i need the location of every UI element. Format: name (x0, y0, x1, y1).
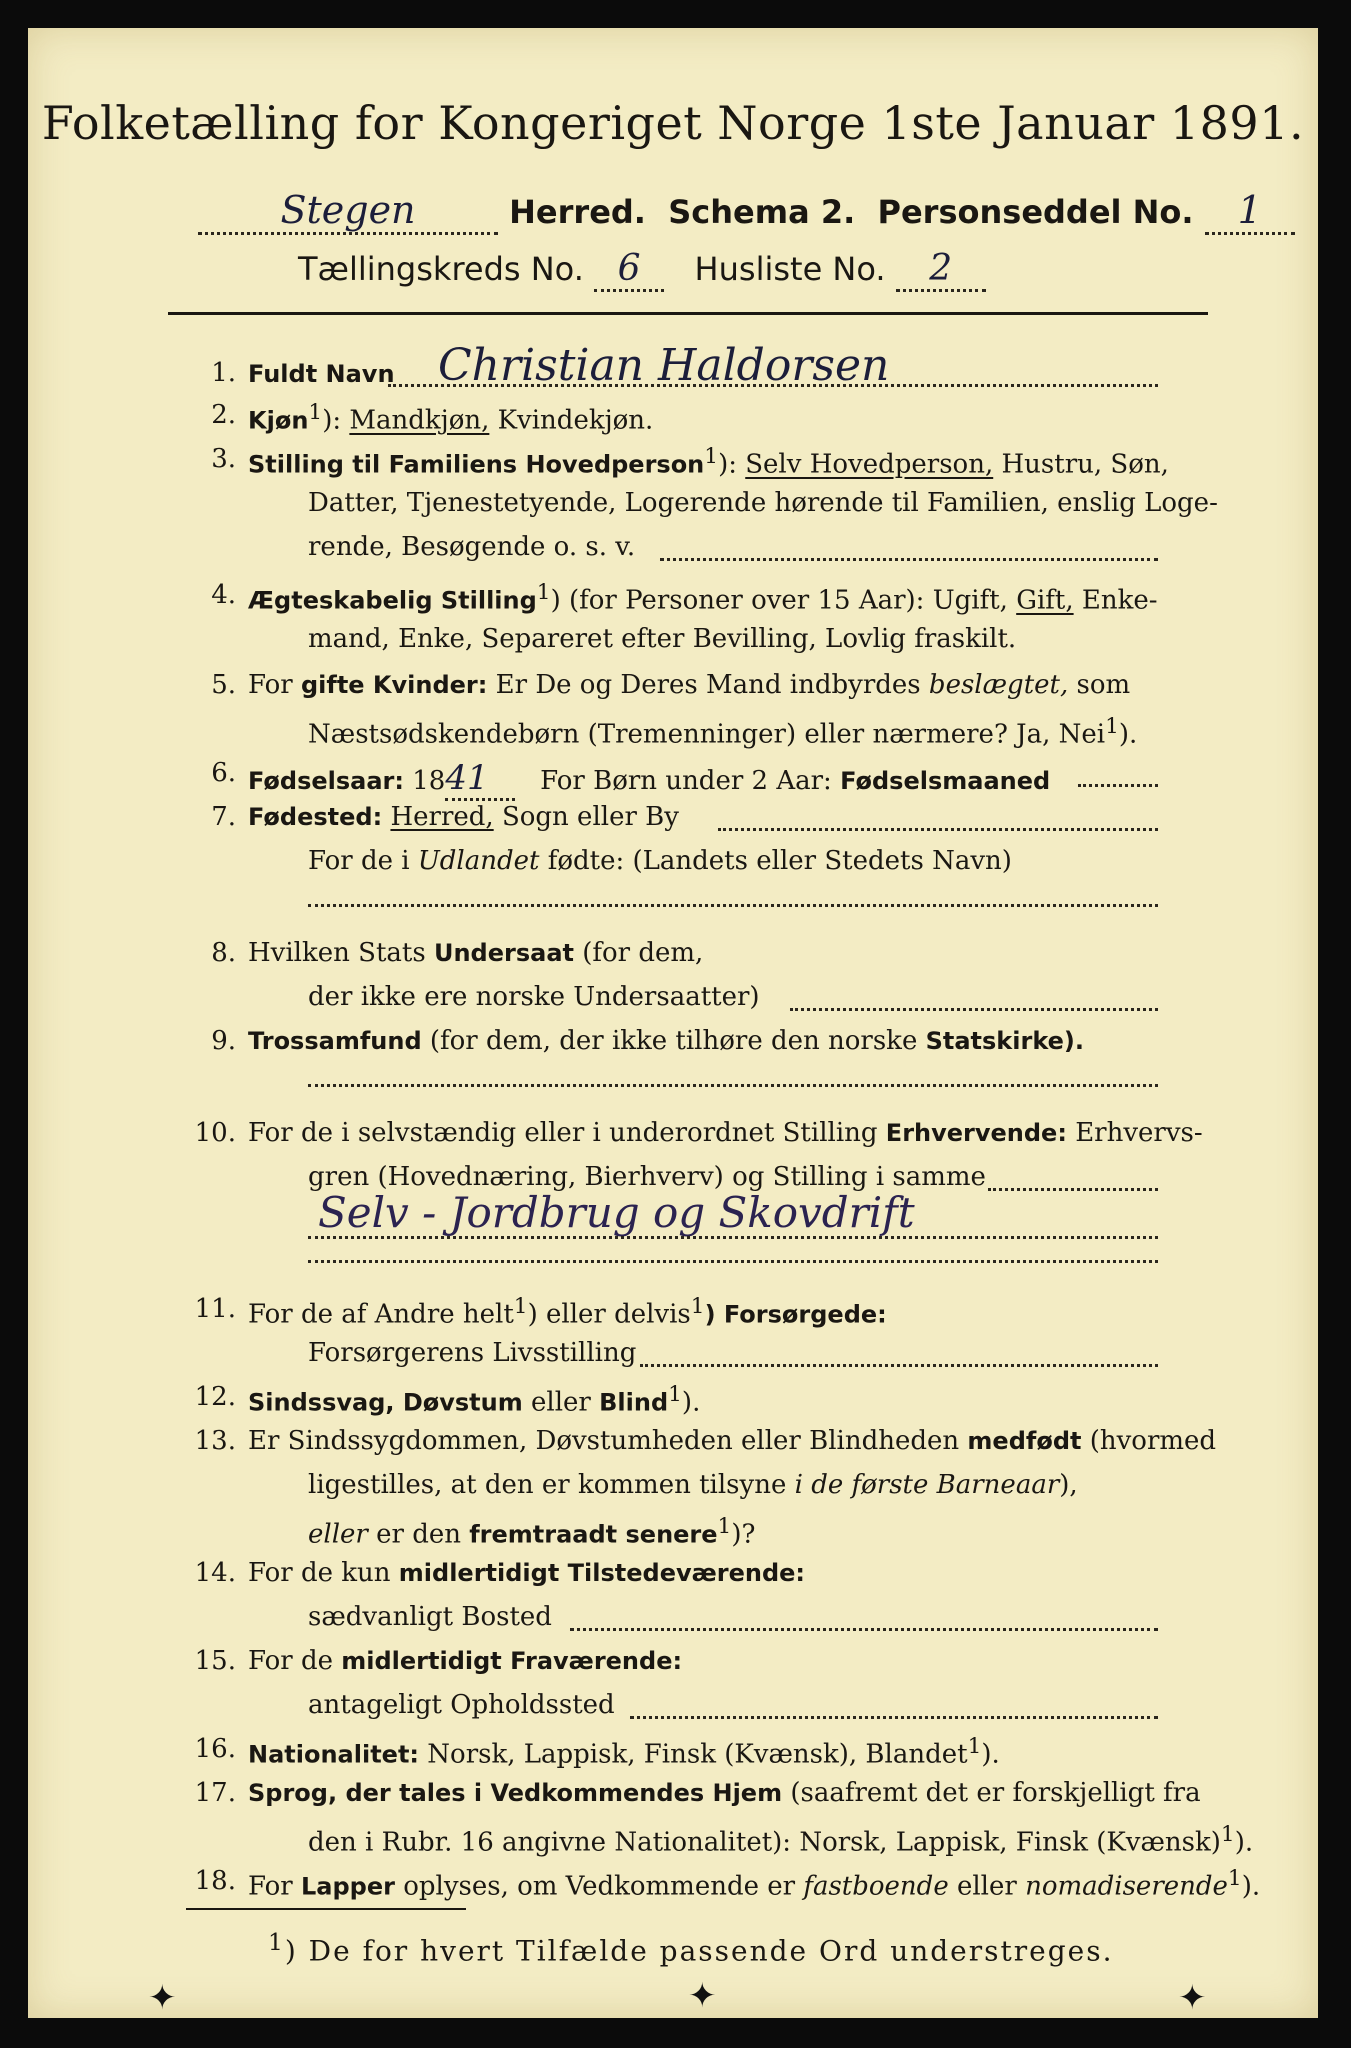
binding-hole-mark-icon: ✦ (148, 1978, 177, 2018)
item-label: Undersaat (433, 939, 574, 967)
item-number: 18. (194, 1866, 236, 1896)
item-text: gren (Hovednæring, Bierhverv) og Stilling i samme (308, 1162, 986, 1192)
item-punct: ). (981, 1739, 1000, 1770)
occupation-value: Selv - Jordbrug og Skovdrift (318, 1188, 915, 1237)
item-number: 13. (194, 1426, 236, 1456)
item-text-pre: For (248, 670, 293, 700)
footnote-ref: 1 (513, 1294, 528, 1319)
item-punct: ). (1118, 719, 1138, 750)
taellingskreds-label: Tællingskreds No. (298, 250, 584, 288)
item-text-pre: For de af Andre helt (248, 1299, 514, 1330)
item-text: Datter, Tjenestetyende, Logerende hørende til Familien, enslig Loge- (308, 488, 1218, 518)
item-text-rest: som (1076, 670, 1131, 700)
item-text-mid: eller (531, 1387, 591, 1418)
birthyear-value: 41 (445, 758, 489, 798)
leader-dots (570, 1628, 1158, 1631)
header-divider (168, 312, 1208, 315)
footnote-ref: 1 (967, 1734, 982, 1759)
item-text-main: den i Rubr. 16 angivne Nationalitet): Norsk, Lappisk, Finsk (Kvænsk) (308, 1827, 1221, 1858)
footnote-ref: 1 (717, 1514, 732, 1539)
personseddel-value: 1 (1237, 188, 1262, 232)
leader-dots (388, 384, 1158, 387)
option-herred-underlined: Herred, (390, 802, 494, 832)
item-text-mid: er den (376, 1519, 461, 1550)
item-text-main: Næstsødskendebørn (Tremenninger) eller nærmere? Ja, Nei (308, 719, 1106, 750)
item-text-rest: Enke- (1081, 585, 1158, 616)
item-text (248, 1026, 1084, 1056)
item-punct: ). (1241, 1871, 1261, 1902)
item-label-2: Blind (599, 1388, 669, 1417)
item-number: 5. (211, 670, 236, 700)
item-label: Lapper (300, 1872, 395, 1901)
item-text-rest: Hustru, Søn, (1001, 449, 1169, 480)
item-text (248, 580, 1158, 616)
option-gift-underlined: Gift, (1016, 585, 1074, 616)
item-label: gifte Kvinder: (300, 671, 488, 699)
full-name-value: Christian Haldorsen (438, 340, 890, 391)
leader-dots (988, 1188, 1158, 1191)
item-label: Sprog, der tales i Vedkommendes Hjem (248, 1779, 783, 1807)
item-text-pre: For (248, 1871, 293, 1902)
item-label: midlertidigt Tilstedeværende: (398, 1559, 806, 1587)
item-number: 2. (211, 400, 236, 430)
item-text (308, 846, 1012, 876)
item-text: sædvanligt Bosted (308, 1602, 552, 1632)
item-text-italic: i de første Barneaar (794, 1470, 1060, 1500)
item-text-italic: fastboende (803, 1871, 949, 1902)
item-label: ) Forsørgede: (704, 1300, 887, 1329)
item-number: 11. (194, 1294, 236, 1324)
item-text-rest: Erhvervs- (1075, 1118, 1203, 1148)
item-number: 3. (211, 444, 236, 474)
taellingskreds-value: 6 (617, 248, 641, 289)
item-number: 14. (194, 1558, 236, 1588)
leader-dots (718, 828, 1158, 831)
item-text-italic: eller (308, 1519, 368, 1550)
header-line-herred (198, 188, 1295, 235)
leader-dots (308, 1236, 1158, 1239)
birthyear-field (445, 758, 515, 801)
item-text (248, 1118, 1203, 1148)
item-text-pre: For de (248, 1646, 333, 1676)
item-text-rest: (for dem, der ikke tilhøre den norske (429, 1026, 918, 1056)
item-text-rest: (hvormed (1089, 1426, 1217, 1456)
item-text (248, 1294, 887, 1330)
item-text-italic: Udlandet (417, 846, 540, 876)
item-text (248, 1646, 682, 1676)
item-punct: ): (718, 449, 737, 480)
item-text-rest: Er De og Deres Mand indbyrdes (495, 670, 921, 700)
item-label: midlertidigt Fraværende: (341, 1647, 683, 1675)
item-text (248, 444, 1169, 480)
item-text (248, 758, 1050, 801)
item-number: 12. (194, 1382, 236, 1412)
item-text (248, 1866, 1260, 1902)
item-text: antageligt Opholdssted (308, 1690, 615, 1720)
item-number: 16. (194, 1734, 236, 1764)
option-selv-hovedperson-underlined: Selv Hovedperson, (745, 449, 994, 480)
item-punct: ). (1234, 1827, 1254, 1858)
herred-value: Stegen (280, 188, 416, 232)
item-text: Forsørgerens Livsstilling (308, 1338, 637, 1368)
leader-dots (640, 1364, 1158, 1367)
birthyear-prefix: 18 (412, 766, 446, 796)
item-number: 10. (194, 1118, 236, 1148)
item-text (248, 802, 679, 832)
item-number: 7. (211, 802, 236, 832)
item-text (248, 1426, 1216, 1456)
binding-hole-mark-icon: ✦ (688, 1976, 717, 2016)
footnote-divider (186, 1908, 466, 1910)
item-text-rest: Norsk, Lappisk, Finsk (Kvænsk), Blandet (427, 1739, 968, 1770)
personseddel-value-field (1205, 188, 1295, 235)
item-text (248, 670, 1130, 700)
item-label: Kjøn (248, 406, 309, 435)
item-text (308, 1470, 1078, 1500)
item-label: Nationalitet: (248, 1740, 420, 1769)
option-kvindekjon: Kvindekjøn. (497, 405, 654, 436)
item-label: fremtraadt senere (469, 1520, 718, 1549)
item-text-rest: (saafremt det er forskjelligt fra (790, 1778, 1201, 1808)
item-label-2: Statskirke). (925, 1027, 1085, 1055)
item-text-rest: (for dem, (582, 938, 704, 968)
item-text-italic: beslægtet, (928, 670, 1069, 700)
footnote-ref: 1 (668, 1382, 682, 1407)
item-text-rest: fødte: (Landets eller Stedets Navn) (547, 846, 1012, 876)
footnote-ref: 1 (690, 1294, 705, 1319)
item-text-pre: For de i (308, 846, 410, 876)
footnote-ref: 1 (268, 1928, 285, 1956)
item-number: 6. (211, 758, 236, 788)
herred-value-field (198, 188, 498, 235)
item-text-pre: Er Sindssygdommen, Døvstumheden eller Blindheden (248, 1426, 960, 1456)
item-number: 1. (211, 358, 236, 388)
taellingskreds-value-field (594, 248, 664, 292)
item-text (248, 1382, 700, 1418)
item-text (308, 1514, 755, 1550)
item-punct: ): (322, 405, 342, 436)
item-punct: )? (731, 1519, 756, 1550)
footnote-ref: 1 (536, 580, 551, 605)
item-punct: ), (1059, 1470, 1078, 1500)
item-text-rest: For Børn under 2 Aar: (540, 766, 832, 796)
item-label: Trossamfund (248, 1027, 422, 1055)
blank-answer-line-7 (308, 904, 1158, 907)
item-text-pre: For de kun (248, 1558, 391, 1588)
item-number: 4. (211, 580, 236, 610)
leader-dots (790, 1008, 1158, 1011)
leader-dots (1078, 784, 1158, 787)
item-text: mand, Enke, Separeret efter Bevilling, Lovlig fraskilt. (308, 624, 1017, 654)
form-title: Folketælling for Kongeriget Norge 1ste Januar 1891. (41, 96, 1305, 150)
item-number: 9. (211, 1026, 236, 1056)
herred-label: Herred. (509, 193, 646, 231)
item-text-mid: eller (956, 1871, 1017, 1902)
husliste-value-field (896, 248, 986, 292)
husliste-value: 2 (929, 248, 953, 289)
item-label: Fuldt Navn (248, 360, 395, 388)
item-text (248, 1778, 1201, 1808)
item-text-pre: ligestilles, at den er kommen tilsyne (308, 1470, 787, 1500)
item-text (248, 400, 653, 436)
item-text (308, 1822, 1253, 1858)
item-number: 17. (194, 1778, 236, 1808)
footnote-ref: 1 (1227, 1866, 1242, 1891)
item-text (248, 1558, 805, 1588)
item-text-mid: ) eller delvis (527, 1299, 691, 1330)
personseddel-label: Personseddel No. (877, 193, 1194, 231)
leader-dots (660, 558, 1158, 561)
header-line-kreds (298, 248, 986, 292)
footnote-ref: 1 (1220, 1822, 1235, 1847)
item-number: 8. (211, 938, 236, 968)
item-label: Stilling til Familiens Hovedperson (248, 450, 705, 479)
item-text-italic: nomadiserende (1025, 1871, 1228, 1902)
item-label: medfødt (967, 1427, 1082, 1455)
item-text (308, 714, 1137, 750)
binding-hole-mark-icon: ✦ (1178, 1978, 1207, 2018)
item-label-2: Fødselsmaaned (840, 767, 1051, 795)
item-text-rest: oplyses, om Vedkommende er (403, 1871, 796, 1902)
footnote-ref: 1 (1105, 714, 1119, 739)
item-text-pre: For de i selvstændig eller i underordnet Stilling (248, 1118, 878, 1148)
blank-answer-line-9 (308, 1084, 1158, 1087)
item-text-rest: Sogn eller By (501, 802, 679, 832)
footnote-ref: 1 (704, 444, 719, 469)
item-label: Erhvervende: (885, 1119, 1067, 1147)
item-text (248, 938, 703, 968)
footnote-text: ) De for hvert Tilfælde passende Ord understreges. (284, 1934, 1114, 1968)
item-punct: ). (681, 1387, 701, 1418)
item-text: der ikke ere norske Undersaatter) (308, 982, 760, 1012)
item-label: Fødested: (248, 803, 383, 831)
item-text: rende, Besøgende o. s. v. (308, 532, 636, 562)
blank-answer-line-10 (308, 1260, 1158, 1263)
item-number: 15. (194, 1646, 236, 1676)
footnote-ref: 1 (308, 400, 323, 425)
leader-dots (630, 1716, 1158, 1719)
item-text-pre: Hvilken Stats (248, 938, 426, 968)
option-mandkjon-underlined: Mandkjøn, (349, 405, 490, 436)
item-label: Fødselsaar: (248, 767, 404, 795)
item-text-rest: ) (for Personer over 15 Aar): Ugift, (550, 585, 1008, 616)
item-label: Sindssvag, Døvstum (248, 1388, 523, 1417)
husliste-label: Husliste No. (694, 250, 886, 288)
item-label: Ægteskabelig Stilling (248, 586, 537, 615)
schema-label: Schema 2. (668, 193, 856, 231)
item-text (248, 1734, 1000, 1770)
footnote (268, 1928, 1113, 1967)
census-form-page (28, 28, 1318, 2018)
